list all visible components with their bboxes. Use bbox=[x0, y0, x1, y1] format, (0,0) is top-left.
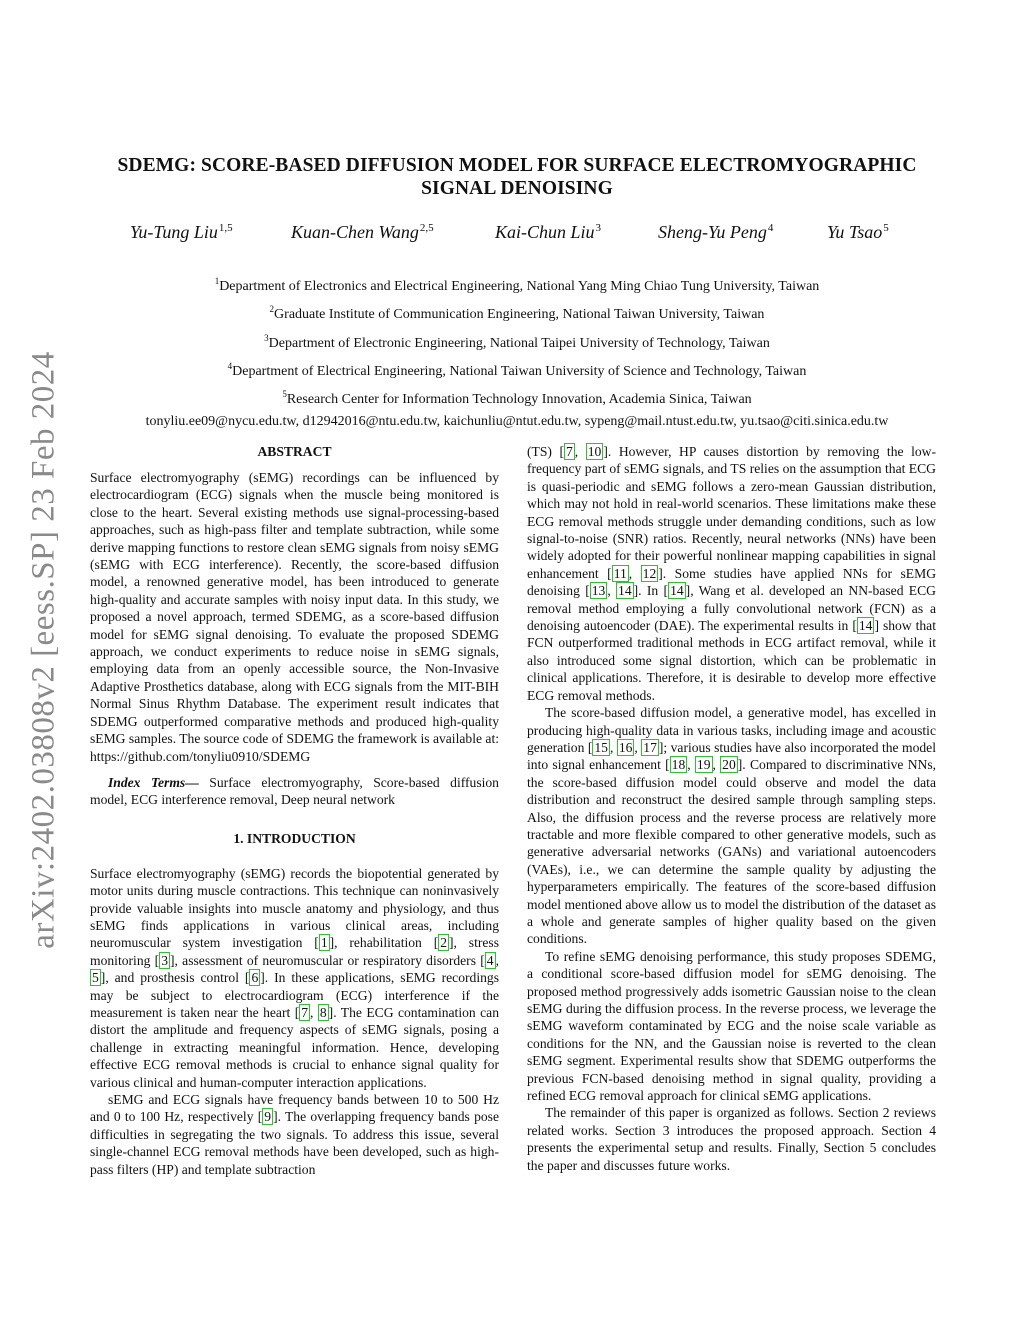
citation-link[interactable]: [ 4 , 5 ] bbox=[92, 952, 499, 986]
index-terms-text: Surface electromyography, Score-based diffusion model, ECG interference removal, Deep neural network bbox=[90, 774, 499, 808]
intro-paragraph-3: (TS) [ 7 , 10 ]. However, HP causes distortion by removing the low-frequency part of sEMG signals, and TS relies on the assumption that ECG is quasi-periodic and sEMG follows a zero-mean Gaussian distribution, which may not hold in real-world scenarios. These limitations make these ECG removal methods struggle under demanding conditions, such as low signal-to-noise (SNR) ratios. Recently, neural networks (NNs) have been widely adopted for their powerful nonlinear mapping capabilities in signal enhancement [ 11 , 12 ]. Some studies have applied NNs for sEMG denoising [ 13 , 14 ]. In [ 14 ], Wang et al. developed an NN-based ECG removal method employing a fully convolutional network (FCN) as a denoising autoencoder (DAE). The experimental results in [ 14 ] show that FCN outperformed traditional methods in ECG artifact removal, while it also introduced some signal distortion, which can be problematic in clinical applications. Therefore, it is desirable to develop more effective ECG removal methods. bbox=[527, 444, 937, 703]
title-line-1: SDEMG: SCORE-BASED DIFFUSION MODEL FOR SURFACE ELECTROMYOGRAPHIC bbox=[117, 155, 917, 176]
author: Yu Tsao$^5$ bbox=[827, 222, 889, 242]
paper-title bbox=[80, 154, 954, 200]
citation-link[interactable]: [ 13 , 14 ] bbox=[585, 583, 639, 599]
author-emails: tonyliu.ee09@nycu.edu.tw, d12942016@ntu.edu.tw, kaichunliu@ntut.edu.tw, sypeng@mail.ntust.edu.tw, yu.tsao@citi.sinica.edu.tw bbox=[145, 414, 889, 430]
citation-link[interactable]: [ 14 ] bbox=[663, 583, 691, 599]
arxiv-id: arXiv:2402.03808v2 [eess.SP] 23 Feb 2024 bbox=[25, 351, 62, 949]
affiliation: $^2$Graduate Institute of Communication Engineering, National Taiwan University, Taiwan bbox=[269, 304, 765, 323]
author: Yu-Tung Liu$^{1,5}$ bbox=[130, 222, 233, 242]
intro-paragraph-2: sEMG and ECG signals have frequency bands between 10 to 500 Hz and 0 to 100 Hz, respectively [ 9 ]. The overlapping frequency bands pose difficulties in segregating the two signals. To address this issue, several single-channel ECG removal methods have been developed, such as high-pass filters (HP) and template subtraction bbox=[90, 1092, 499, 1177]
intro-heading: 1. INTRODUCTION bbox=[233, 830, 356, 846]
citation-link[interactable]: [ 7 , 8 ] bbox=[294, 1004, 334, 1020]
citation-link[interactable]: [ 2 ] bbox=[433, 935, 454, 951]
left-column bbox=[90, 443, 499, 1178]
citation-link[interactable]: [ 15 , 16 , 17 ] bbox=[587, 739, 664, 755]
affiliation: $^3$Department of Electronic Engineering, National Taipei University of Technology, Taiwan bbox=[264, 332, 770, 351]
author: Kuan-Chen Wang$^{2,5}$ bbox=[291, 222, 434, 242]
citation-link[interactable]: [ 3 ] bbox=[154, 952, 175, 968]
affiliation: $^5$Research Center for Information Technology Innovation, Academia Sinica, Taiwan bbox=[282, 389, 752, 408]
affiliations bbox=[80, 270, 954, 434]
abstract-heading: ABSTRACT bbox=[257, 444, 332, 459]
intro-paragraph-4: The score-based diffusion model, a generative model, has excelled in producing high-quality data in various tasks, including image and acoustic generation [ 15 , 16 , 17 ]; various studies have also incorporated the model into signal enhancement [ 18 , 19 , 20 ]. Compared to discriminative NNs, the score-based diffusion model could observe and model the data distribution and reconstruct the desired sample through sampling steps. Also, the diffusion process and the reverse process are relatively more tractable and more flexible compared to other generative models, such as generative adversarial networks (GANs) and variational autoencoders (VAEs), i.e., we can determine the sample quality by adjusting the hyperparameters empirically. The features of the score-based diffusion model mentioned above allow us to model the distribution of the dataset as a whole and generate samples of higher quality based on the given conditions. bbox=[527, 705, 937, 947]
citation-link[interactable]: [ 7 , 10 ] bbox=[559, 444, 608, 459]
citation-link[interactable]: [ 14 ] bbox=[852, 618, 879, 634]
affiliation: $^1$Department of Electronics and Electrical Engineering, National Yang Ming Chiao Tung University, Taiwan bbox=[214, 276, 820, 294]
citation-link[interactable]: [ 1 ] bbox=[314, 935, 335, 951]
author-list bbox=[80, 222, 954, 248]
intro-paragraph-6: The remainder of this paper is organized as follows. Section 2 reviews related works. Section 3 introduces the proposed approach. Section 4 presents the experimental setup and results. Finally, Section 5 concludes the paper and discusses future works. bbox=[527, 1105, 936, 1173]
author: Sheng-Yu Peng$^4$ bbox=[658, 222, 774, 242]
citation-link[interactable]: [ 18 , 19 , 20 ] bbox=[665, 757, 743, 773]
author: Kai-Chun Liu$^3$ bbox=[495, 222, 602, 242]
citation-link[interactable]: [ 11 , 12 ] bbox=[607, 565, 663, 581]
affiliation: $^4$Department of Electrical Engineering, National Taiwan University of Science and Technology, Taiwan bbox=[227, 360, 807, 379]
citation-link[interactable]: [ 9 ] bbox=[257, 1109, 278, 1125]
index-terms-label: Index Terms— bbox=[108, 774, 199, 790]
right-column bbox=[527, 443, 936, 1174]
arxiv-sidebar bbox=[14, 330, 74, 970]
intro-paragraph-1: Surface electromyography (sEMG) records the biopotential generated by motor units during muscle contractions. This technique can noninvasively provide valuable insights into muscle anatomy and physiology, and thus sEMG finds applications in various clinical areas, including neuromuscular system investigation [ 1 ], rehabilitation [ 2 ], stress monitoring [ 3 ], assessment of neuromuscular or respiratory disorders [ 4 , 5 ], and prosthesis control [ 6 ]. In these applications, sEMG recordings may be subject to electrocardiogram (ECG) interference if the measurement is taken near the heart [ 7 , 8 ]. The ECG contamination can distort the amplitude and frequency aspects of sEMG signals, posing a challenge in extracting meaningful information. Hence, developing effective ECG removal methods is crucial to enhance signal quality for various clinical and human-computer interaction applications. bbox=[90, 865, 499, 1090]
citation-link[interactable]: [ 6 ] bbox=[244, 970, 265, 986]
index-terms bbox=[90, 774, 499, 809]
abstract-text: Surface electromyography (sEMG) recordings can be influenced by electrocardiogram (ECG) signals when the muscle being monitored is close to the heart. Several existing methods use signal-processing-based approaches, such as high-pass filter and template subtraction, while some derive mapping functions to restore clean sEMG signals from noisy sEMG (sEMG with ECG interference). Recently, the score-based diffusion model, a renowned generative model, has been introduced to generate high-quality and accurate samples with noisy input data. In this study, we proposed a novel approach, termed SDEMG, as a score-based diffusion model for sEMG signal denoising. To evaluate the proposed SDEMG approach, we conduct experiments to reduce noise in sEMG signals, employing data from an openly accessible source, the Non-Invasive Adaptive Prosthetics database, along with ECG signals from the MIT-BIH Normal Sinus Rhythm Database. The experiment result indicates that SDEMG outperformed comparative methods and produced high-quality sEMG samples. The source code of SDEMG the framework is available at: https://github.com/tonyliu0910/SDEMG bbox=[90, 470, 499, 764]
title-line-2: SIGNAL DENOISING bbox=[421, 178, 613, 199]
intro-paragraph-5: To refine sEMG denoising performance, this study proposes SDEMG, a conditional score-based diffusion model for sEMG denoising. The proposed method progressively adds isometric Gaussian noise to the clean sEMG during the diffusion process. In the reverse process, we leverage the sEMG waveform contaminated by ECG and the noise scale variable as conditions for the NN, and the Gaussian noise is reverted to the clean sEMG segment. Experimental results show that SDEMG outperforms the previous FCN-based denoising method in signal quality, providing a refined ECG removal approach for clinical sEMG applications. bbox=[527, 948, 936, 1104]
